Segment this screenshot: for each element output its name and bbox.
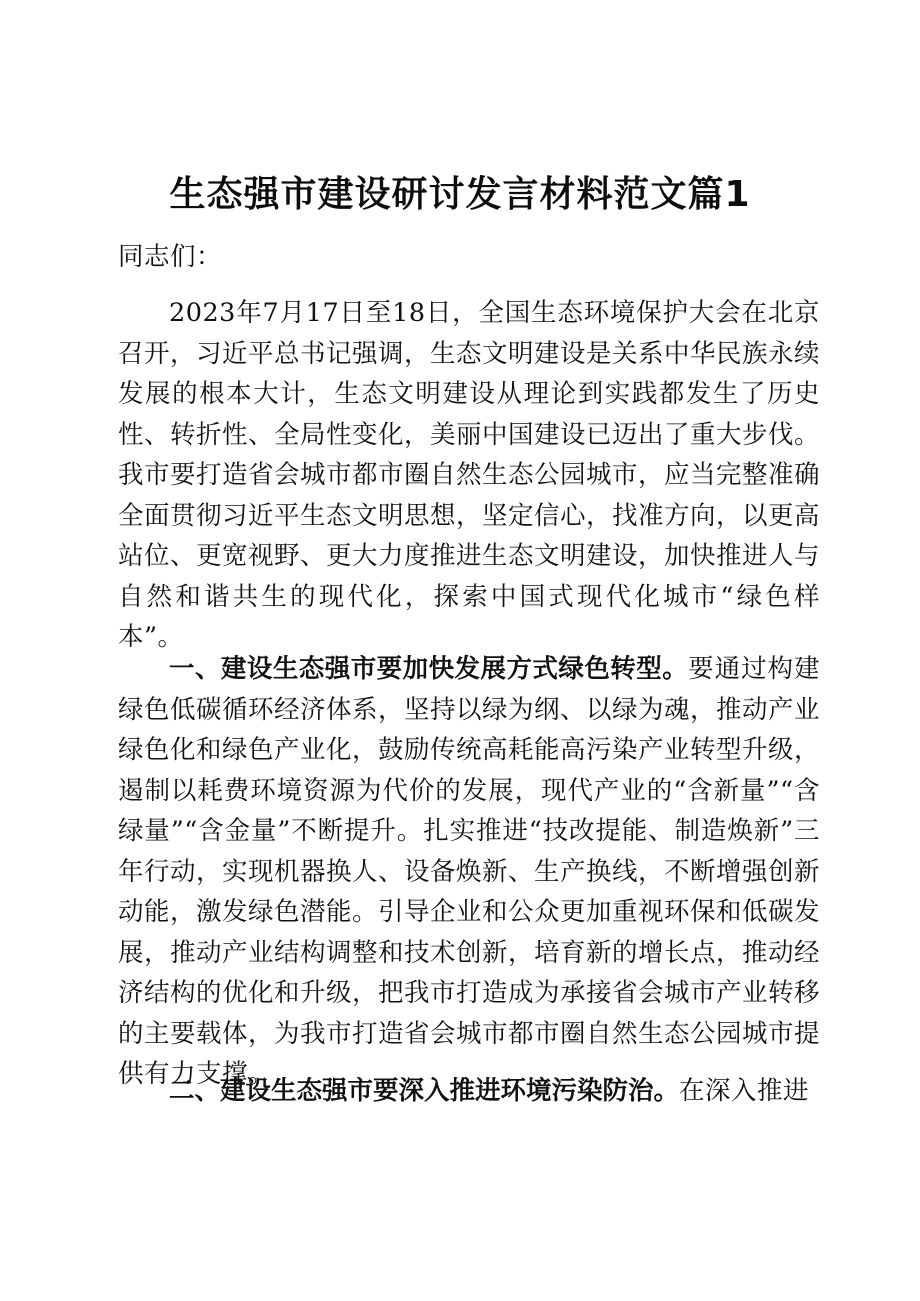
section-heading: 一、建设生态强市要加快发展方式绿色转型。 bbox=[169, 654, 689, 684]
salutation: 同志们： bbox=[118, 242, 223, 272]
document-title: 生态强市建设研讨发言材料范文篇1 bbox=[169, 174, 751, 215]
paragraph-section-2 bbox=[118, 1071, 820, 1112]
section-heading: 二、建设生态强市要深入推进环境污染防治。 bbox=[169, 1076, 680, 1106]
paragraph-intro bbox=[118, 293, 820, 658]
paragraph-body: 2023年7月17日至18日，全国生态环境保护大会在北京召开，习近平总书记强调，生态文明建设是关系中华民族永续发展的根本大计，生态文明建设从理论到实践都发生了历史性、转折性、全局性变化，美丽中国建设已迈出了重大步伐。我市要打造省会城市都市圈自然生态公园城市，应当完整准确全面贯彻习近平生态文明思想，坚定信心，找准方向，以更高站位、更宽视野、更大力度推进生态文明建设，加快推进人与自然和谐共生的现代化，探索中国式现代化城市“绿色样本”。 bbox=[118, 298, 821, 652]
paragraph-body: 要通过构建绿色低碳循环经济体系，坚持以绿为纲、以绿为魂，推动产业绿色化和绿色产业化，鼓励传统高耗能高污染产业转型升级，遏制以耗费环境资源为代价的发展，现代产业的“含新量”“含绿量”“含金量”不断提升。扎实推进“技改提能、制造焕新”三年行动，实现机器换人、设备焕新、生产换线，不断增强创新动能，激发绿色潜能。引导企业和公众更加重视环保和低碳发展，推动产业结构调整和技术创新，培育新的增长点，推动经济结构的优化和升级，把我市打造成为承接省会城市产业转移的主要载体，为我市打造省会城市都市圈自然生态公园城市提供有力支撑。 bbox=[118, 654, 821, 1089]
paragraph-body: 在深入推进 bbox=[679, 1076, 810, 1106]
paragraph-section-1 bbox=[118, 649, 820, 1095]
